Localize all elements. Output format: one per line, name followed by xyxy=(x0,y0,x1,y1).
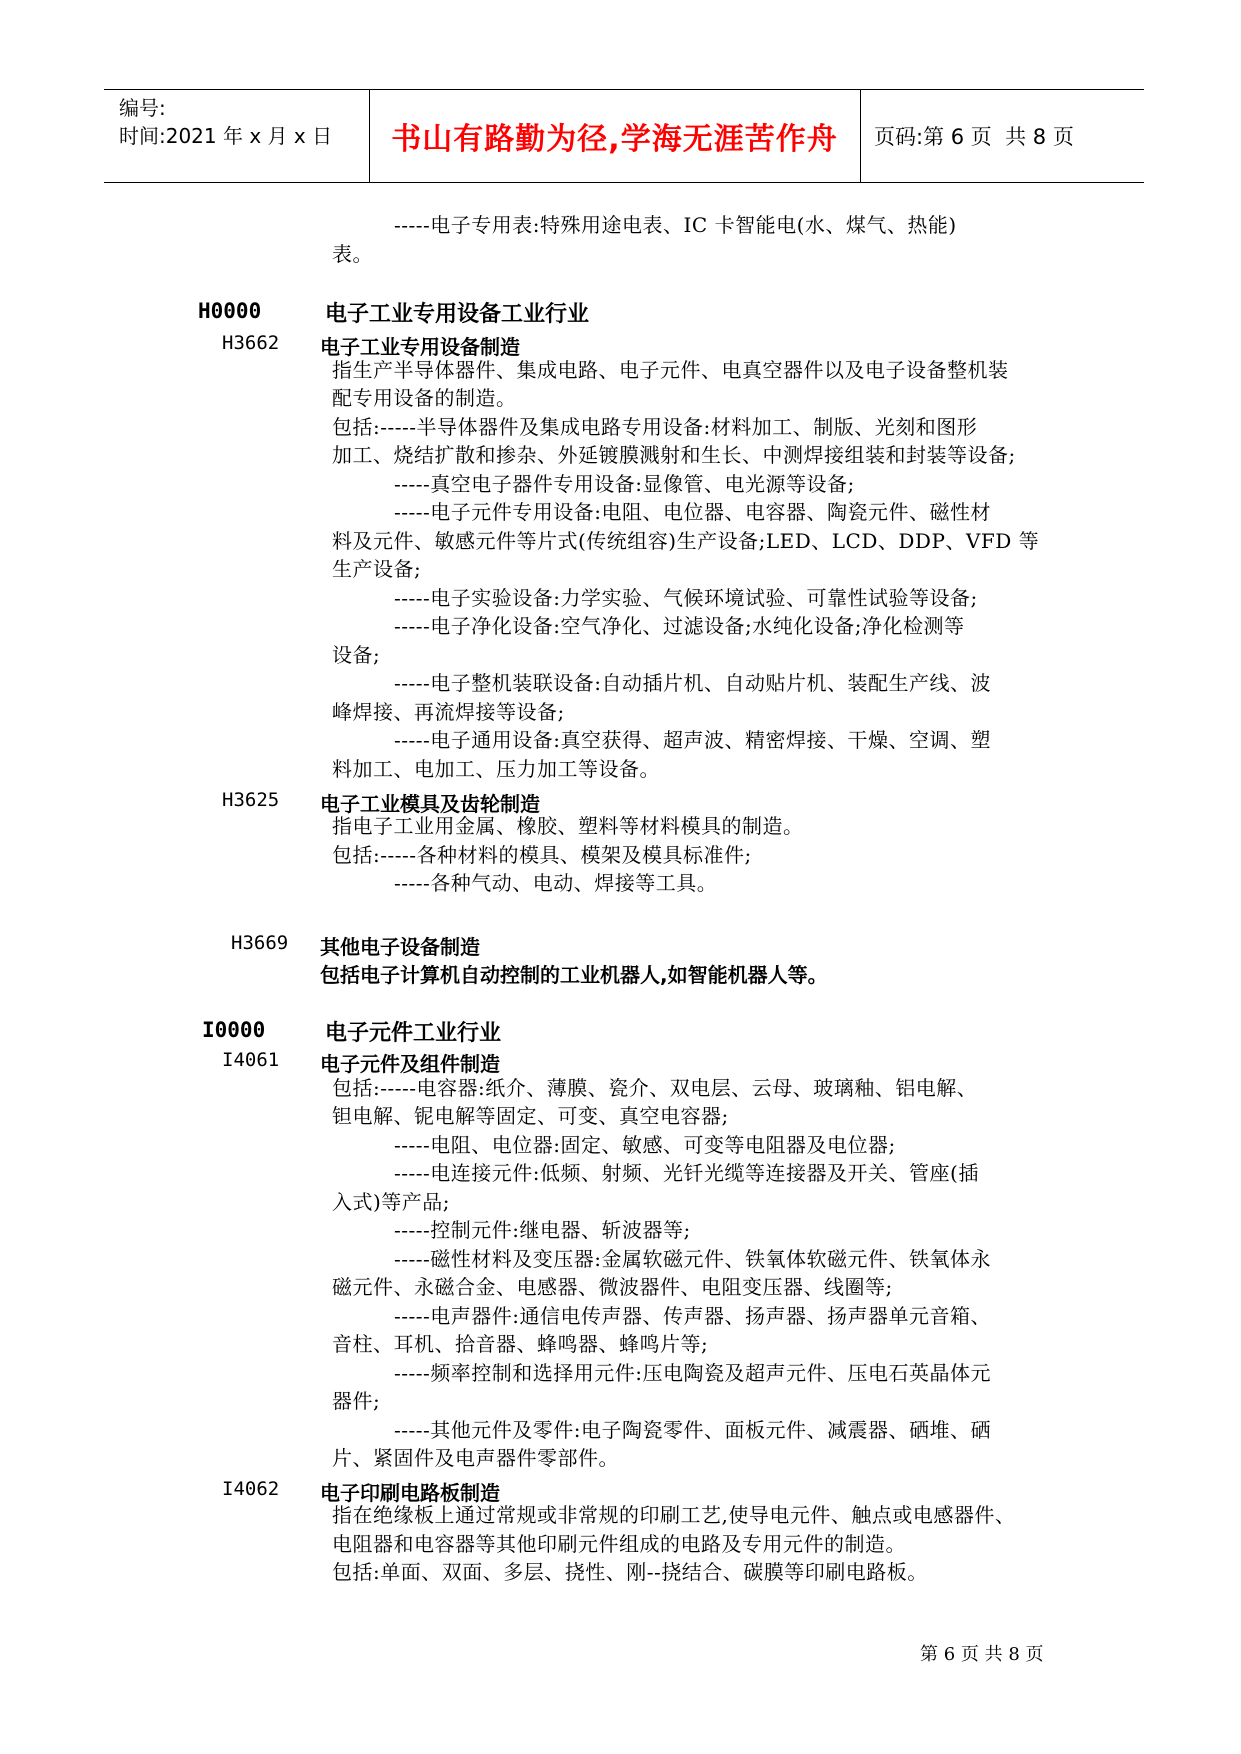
body-line: 磁元件、永磁合金、电感器、微波器件、电阻变压器、线圈等; xyxy=(332,1275,893,1299)
body-line: 料及元件、敏感元件等片式(传统组容)生产设备;LED、LCD、DDP、VFD 等 xyxy=(332,529,1040,553)
body-line: -----电子净化设备:空气净化、过滤设备;水纯化设备;净化检测等 xyxy=(394,614,965,638)
body-line: 指在绝缘板上通过常规或非常规的印刷工艺,使导电元件、触点或电感器件、 xyxy=(332,1503,1016,1527)
body-line: 钽电解、铌电解等固定、可变、真空电容器; xyxy=(332,1104,729,1128)
header-divider xyxy=(860,90,861,182)
body-line: -----控制元件:继电器、斩波器等; xyxy=(394,1218,691,1242)
body-line: -----电阻、电位器:固定、敏感、可变等电阻器及电位器; xyxy=(394,1133,896,1157)
body-line: 音柱、耳机、拾音器、蜂鸣器、蜂鸣片等; xyxy=(332,1332,709,1356)
body-line: -----各种气动、电动、焊接等工具。 xyxy=(394,871,718,895)
body-line: 配专用设备的制造。 xyxy=(332,386,517,410)
subsection-title: 电子工业模具及齿轮制造 xyxy=(320,792,540,816)
body-line: 包括:-----各种材料的模具、模架及模具标准件; xyxy=(332,843,752,867)
body-line: 入式)等产品; xyxy=(332,1190,451,1214)
subsection-title: 电子印刷电路板制造 xyxy=(320,1481,500,1505)
body-line: 包括:-----半导体器件及集成电路专用设备:材料加工、制版、光刻和图形 xyxy=(332,415,978,439)
body-line: 生产设备; xyxy=(332,557,422,581)
number-label: 编号: xyxy=(119,96,166,120)
subsection-title: 电子元件及组件制造 xyxy=(320,1052,500,1076)
body-line: 表。 xyxy=(332,242,373,266)
body-line: 片、紧固件及电声器件零部件。 xyxy=(332,1446,619,1470)
section-code: I0000 xyxy=(202,1018,266,1042)
body-line: -----磁性材料及变压器:金属软磁元件、铁氧体软磁元件、铁氧体永 xyxy=(394,1247,992,1271)
header-meta xyxy=(119,94,332,150)
body-line: 指电子工业用金属、橡胶、塑料等材料模具的制造。 xyxy=(332,814,804,838)
subsection-code: H3662 xyxy=(222,332,280,354)
body-line: 电阻器和电容器等其他印刷元件组成的电路及专用元件的制造。 xyxy=(332,1532,906,1556)
subsection-code: I4062 xyxy=(222,1478,280,1500)
page-footer: 第 6 页 共 8 页 xyxy=(920,1644,1044,1665)
body-line: 包括:-----电容器:纸介、薄膜、瓷介、双电层、云母、玻璃釉、铝电解、 xyxy=(332,1076,978,1100)
body-line: -----电子实验设备:力学实验、气候环境试验、可靠性试验等设备; xyxy=(394,586,978,610)
header-page-code xyxy=(874,90,1074,182)
body-line: 包括:单面、双面、多层、挠性、刚--挠结合、碳膜等印刷电路板。 xyxy=(332,1560,928,1584)
time-label: 时间:2021 年 x 月 x 日 xyxy=(119,124,333,148)
header-motto: 书山有路勤为径,学海无涯苦作舟 xyxy=(391,122,838,157)
body-line: 设备; xyxy=(332,643,381,667)
body-line: -----电子元件专用设备:电阻、电位器、电容器、陶瓷元件、磁性材 xyxy=(394,500,992,524)
body-line: 指生产半导体器件、集成电路、电子元件、电真空器件以及电子设备整机装 xyxy=(332,358,1009,382)
body-line: -----其他元件及零件:电子陶瓷零件、面板元件、减震器、硒堆、硒 xyxy=(394,1418,992,1442)
body-line: 料加工、电加工、压力加工等设备。 xyxy=(332,757,660,781)
section-title: 电子元件工业行业 xyxy=(325,1021,502,1046)
body-line: 峰焊接、再流焊接等设备; xyxy=(332,700,565,724)
body-line: 器件; xyxy=(332,1389,381,1413)
body-line: 加工、烧结扩散和掺杂、外延镀膜溅射和生长、中测焊接组装和封装等设备; xyxy=(332,443,1016,467)
body-line: -----频率控制和选择用元件:压电陶瓷及超声元件、压电石英晶体元 xyxy=(394,1361,992,1385)
subsection-code: I4061 xyxy=(222,1049,280,1071)
body-line: -----电连接元件:低频、射频、光钎光缆等连接器及开关、管座(插 xyxy=(394,1161,979,1185)
section-code: H0000 xyxy=(198,299,262,323)
section-title: 电子工业专用设备工业行业 xyxy=(325,302,590,327)
document-header xyxy=(104,89,1144,183)
subsection-code: H3625 xyxy=(222,789,280,811)
body-line: -----电子整机装联设备:自动插片机、自动贴片机、装配生产线、波 xyxy=(394,671,992,695)
subsection-code: H3669 xyxy=(231,932,289,954)
subsection-title: 电子工业专用设备制造 xyxy=(320,335,520,359)
body-line: -----真空电子器件专用设备:显像管、电光源等设备; xyxy=(394,472,855,496)
subsection-title: 其他电子设备制造 xyxy=(320,935,480,959)
body-line: -----电子专用表:特殊用途电表、IC 卡智能电(水、煤气、热能) xyxy=(394,213,957,237)
body-line: -----电声器件:通信电传声器、传声器、扬声器、扬声器单元音箱、 xyxy=(394,1304,992,1328)
page-code-text: 页码:第 6 页 共 8 页 xyxy=(874,125,1074,149)
body-line: 包括电子计算机自动控制的工业机器人,如智能机器人等。 xyxy=(320,963,828,987)
body-line: -----电子通用设备:真空获得、超声波、精密焊接、干燥、空调、塑 xyxy=(394,728,992,752)
